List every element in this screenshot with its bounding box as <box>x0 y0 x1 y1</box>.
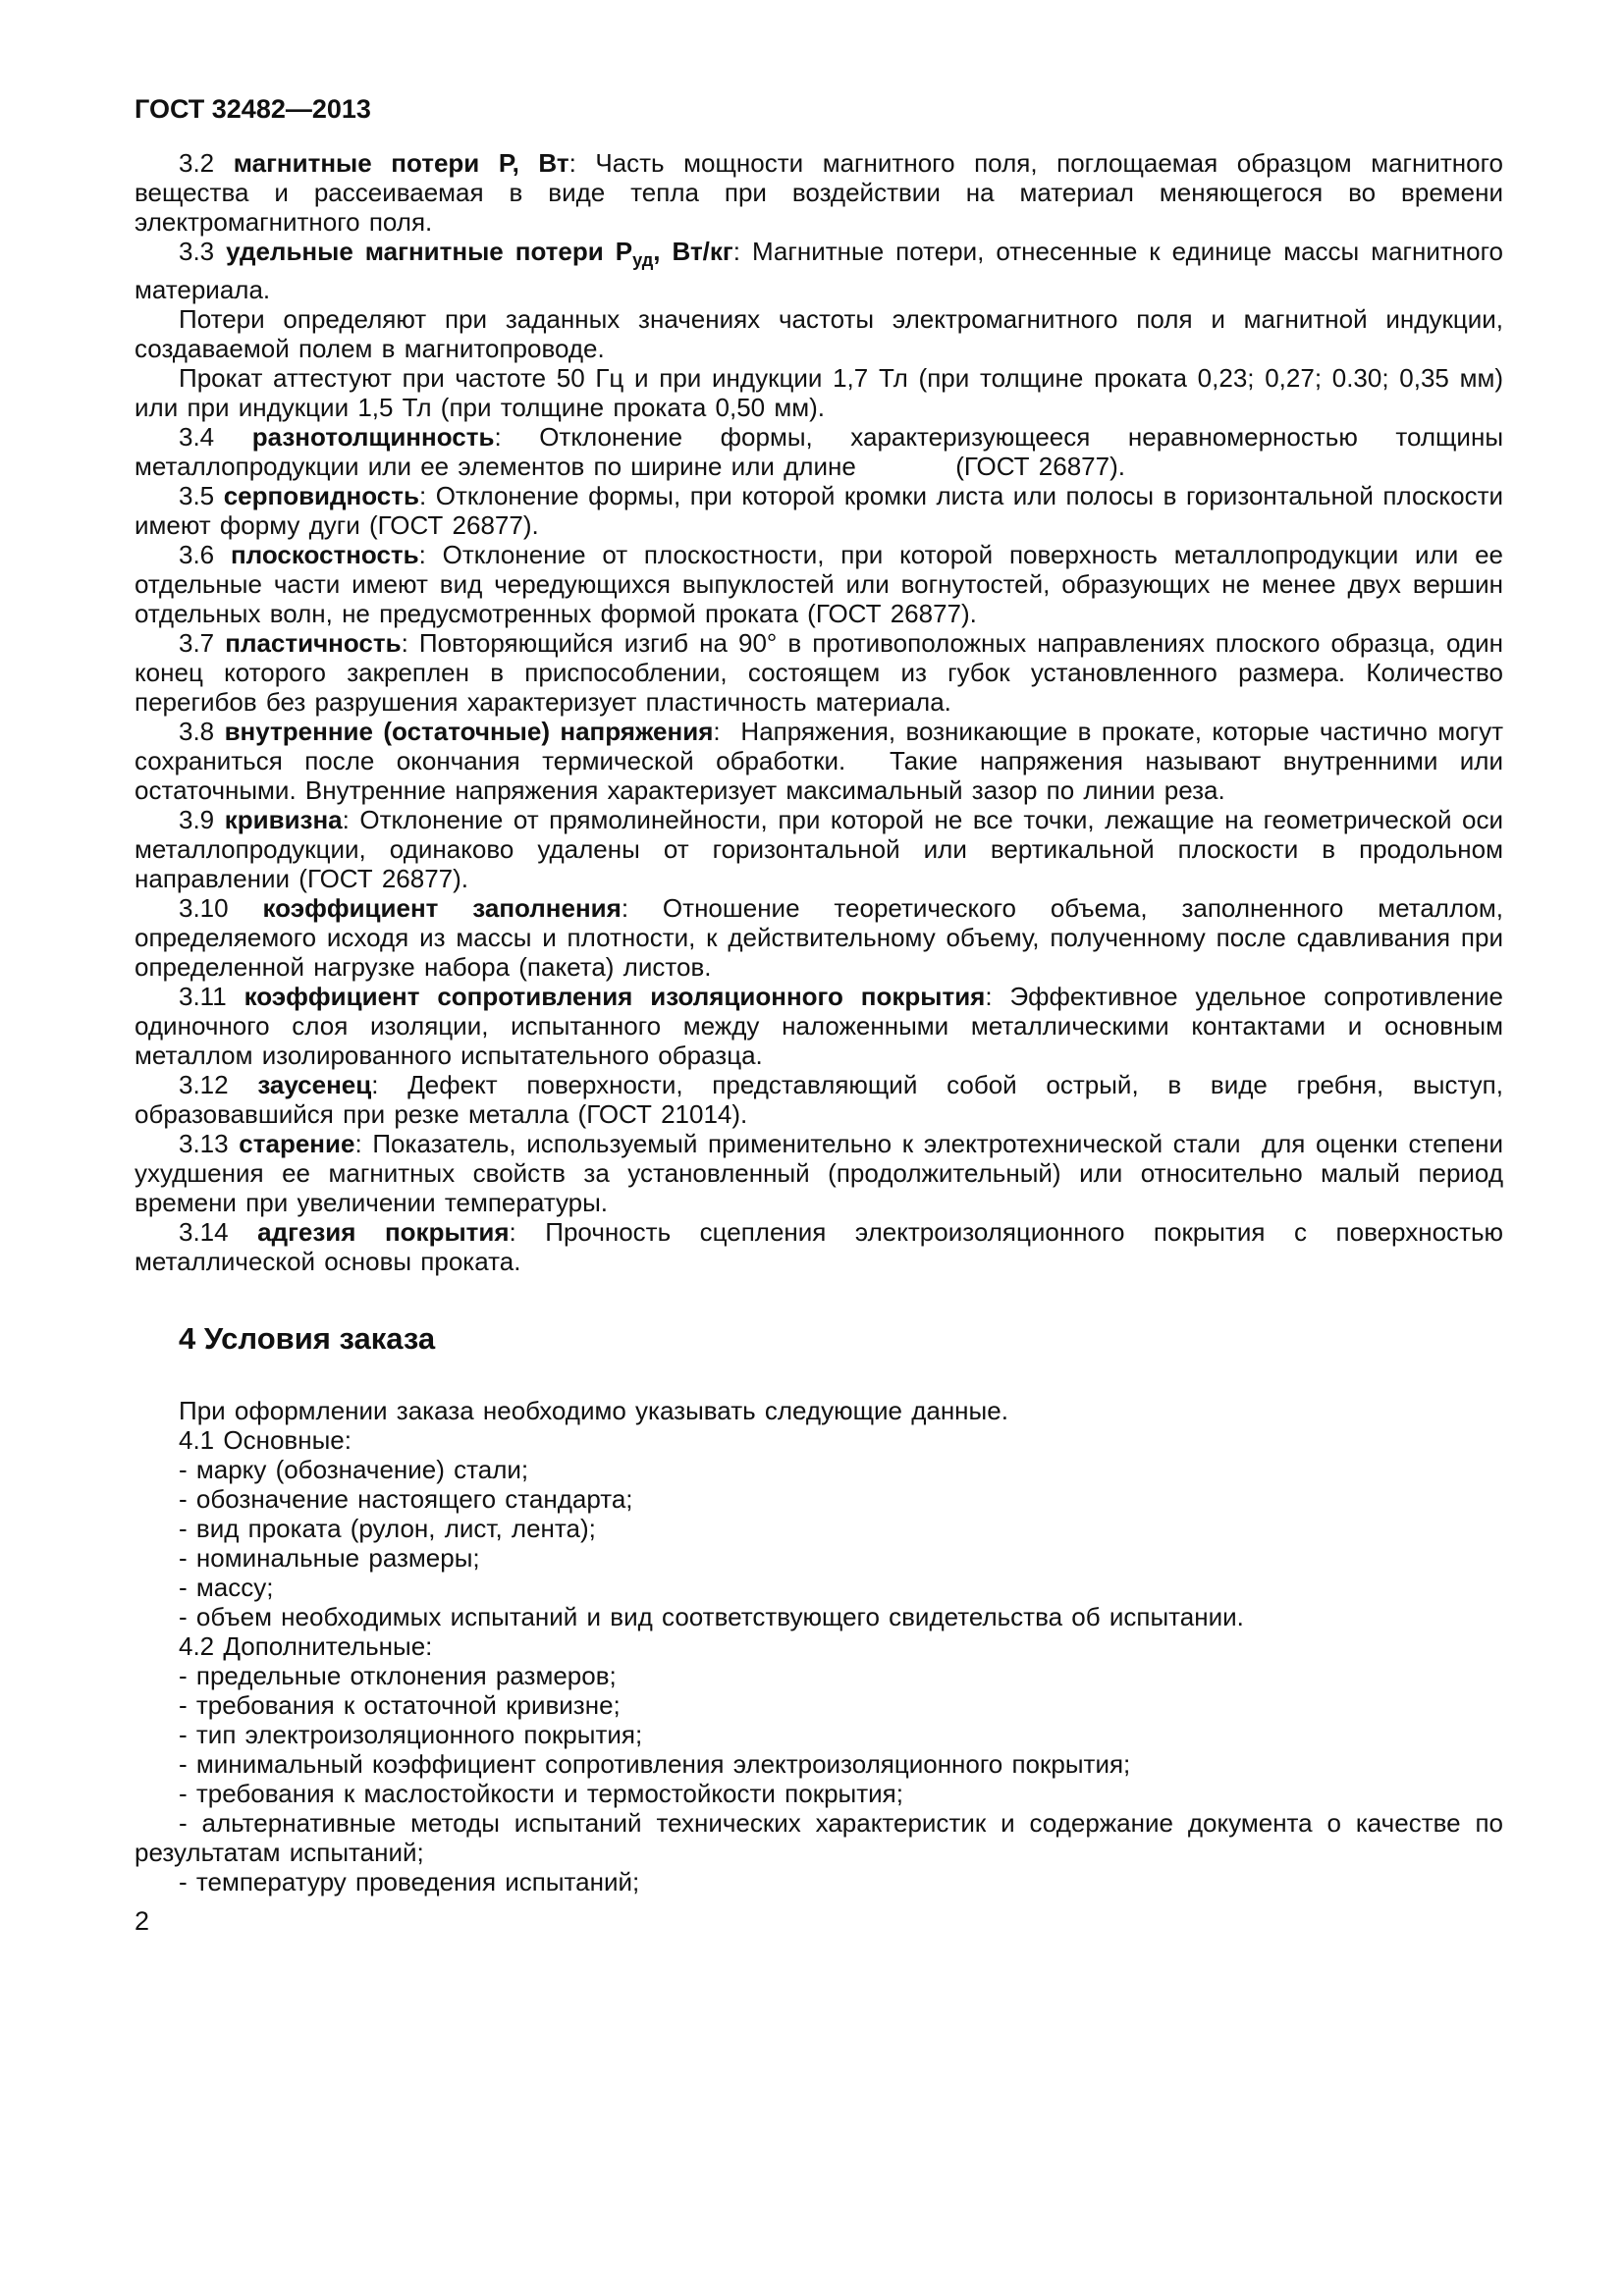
term-text: : Отклонение от плоскостности, при которой поверхность металлопродукции или ее отдельные части имеют вид чередующихся выпуклостей или вогнутостей, образующих не менее двух вершин отдельных волн, не предусмотренных формой проката (ГОСТ 26877). <box>135 540 1503 629</box>
page-content <box>135 94 1503 1896</box>
term-number: 3.11 <box>179 982 227 1012</box>
term-3-7 <box>135 628 1503 717</box>
section-heading: 4 Условия заказа <box>179 1321 436 1357</box>
term-label-subscript: уд <box>632 250 654 271</box>
term-text: : Магнитные потери, отнесенные к единице массы магнитного материала. <box>135 237 1503 305</box>
term-3-10 <box>135 893 1503 982</box>
body-paragraph <box>135 363 1503 422</box>
term-text: : Напряжения, возникающие в прокате, которые частично могут сохраниться после окончания термической обработки. Такие напряжения называют внутренними или остаточными. Внутренние напряжения характеризует максимальный зазор по линии реза. <box>135 717 1503 806</box>
term-label: пластичность <box>225 628 402 659</box>
term-text: : Прочность сцепления электроизоляционного покрытия с поверхностью металлической основы проката. <box>135 1217 1503 1277</box>
term-label: магнитные потери Р, Вт <box>233 148 569 178</box>
order-list-line: - альтернативные методы испытаний технических характеристик и содержание документа о качестве по результатам испытаний; <box>135 1808 1503 1868</box>
term-number: 3.13 <box>179 1129 229 1159</box>
term-3-8 <box>135 717 1503 805</box>
term-text: : Отклонение формы, характеризующееся неравномерностью толщины металлопродукции или ее элементов по ширине или длине (ГОСТ 26877). <box>135 422 1504 482</box>
term-number: 3.10 <box>179 893 229 924</box>
order-list-line: - предельные отклонения размеров; <box>179 1661 617 1691</box>
term-text: : Повторяющийся изгиб на 90° в противоположных направлениях плоского образца, один конец которого закреплен в приспособлении, состоящем из губок установленного размера. Количество перегибов без разрушения характеризует пластичность материала. <box>135 628 1503 718</box>
order-list-line: - температуру проведения испытаний; <box>179 1867 640 1897</box>
paragraph-text: Прокат аттестуют при частоте 50 Гц и при индукции 1,7 Тл (при толщине проката 0,23; 0,27; 0.30; 0,35 мм) или при индукции 1,5 Тл (при толщине проката 0,50 мм). <box>135 363 1503 423</box>
term-label: коэффициент заполнения <box>262 893 622 924</box>
term-label: адгезия покрытия <box>257 1217 510 1248</box>
term-number: 3.5 <box>179 481 215 511</box>
term-text: : Показатель, используемый применительно к электротехнической стали для оценки степени ухудшения ее магнитных свойств за установленный (продолжительный) или относительно малый период времени при увеличении температуры. <box>135 1129 1503 1218</box>
order-list-line: - марку (обозначение) стали; <box>179 1455 529 1485</box>
term-label: коэффициент сопротивления изоляционного покрытия <box>243 982 986 1012</box>
term-text: : Часть мощности магнитного поля, поглощаемая образцом магнитного вещества и рассеиваемая в виде тепла при воздействии на материал меняющегося во времени электромагнитного поля. <box>135 148 1503 237</box>
term-label: заусенец <box>257 1070 372 1100</box>
term-label <box>226 237 733 271</box>
order-list-line: - номинальные размеры; <box>179 1543 480 1574</box>
page-number: 2 <box>135 1906 150 1936</box>
term-text: : Отклонение от прямолинейности, при которой не все точки, лежащие на геометрической оси металлопродукции, одинаково удалены от горизонтальной или вертикальной плоскости в продольном направлении (ГОСТ 26877). <box>135 805 1503 894</box>
term-number: 3.9 <box>179 805 215 835</box>
order-list-line: 4.1 Основные: <box>179 1425 352 1456</box>
term-text: : Эффективное удельное сопротивление одиночного слоя изоляции, испытанного между наложенными металлическими контактами и основным металлом изолированного испытательного образца. <box>135 982 1504 1071</box>
term-3-6 <box>135 540 1503 628</box>
term-3-5 <box>135 481 1503 540</box>
order-list-line: 4.2 Дополнительные: <box>179 1631 433 1662</box>
term-number: 3.3 <box>179 237 215 266</box>
doc-number: ГОСТ 32482—2013 <box>135 94 371 124</box>
term-number: 3.12 <box>179 1070 229 1100</box>
term-label: плоскостность <box>230 540 419 570</box>
term-3-13 <box>135 1129 1503 1217</box>
order-list-line: - вид проката (рулон, лист, лента); <box>179 1514 596 1544</box>
order-list-line: - минимальный коэффициент сопротивления электроизоляционного покрытия; <box>179 1749 1131 1780</box>
term-3-2 <box>135 148 1503 237</box>
order-list-line: - тип электроизоляционного покрытия; <box>179 1720 643 1750</box>
term-3-14 <box>135 1217 1503 1276</box>
term-3-11 <box>135 982 1503 1070</box>
term-number: 3.2 <box>179 148 215 178</box>
term-label-main: удельные магнитные потери Р <box>226 237 633 266</box>
order-list-line: - обозначение настоящего стандарта; <box>179 1484 633 1515</box>
order-intro-paragraph <box>135 1396 1503 1425</box>
term-3-4 <box>135 422 1503 481</box>
term-text: : Дефект поверхности, представляющий собой острый, в виде гребня, выступ, образовавшийся при резке металла (ГОСТ 21014). <box>135 1070 1503 1130</box>
term-number: 3.7 <box>179 628 215 659</box>
term-3-9 <box>135 805 1503 893</box>
term-3-3 <box>135 237 1503 304</box>
term-label: кривизна <box>224 805 343 835</box>
term-label: внутренние (остаточные) напряжения <box>224 717 714 747</box>
term-3-12 <box>135 1070 1503 1129</box>
term-label: старение <box>239 1129 355 1159</box>
term-number: 3.8 <box>179 717 215 747</box>
term-text: : Отклонение формы, при которой кромки листа или полосы в горизонтальной плоскости имеют форму дуги (ГОСТ 26877). <box>135 481 1503 541</box>
term-label: разнотолщинность <box>251 422 495 453</box>
term-number: 3.6 <box>179 540 215 570</box>
body-paragraph <box>135 304 1503 363</box>
term-label: серповидность <box>223 481 419 511</box>
term-text: : Отношение теоретического объема, заполненного металлом, определяемого исходя из массы и плотности, к действительному объему, полученному после сдавливания при определенной нагрузке набора (пакета) листов. <box>135 893 1503 983</box>
term-number: 3.14 <box>179 1217 229 1248</box>
order-list-line: - требования к маслостойкости и термостойкости покрытия; <box>179 1779 903 1809</box>
paragraph-text: При оформлении заказа необходимо указывать следующие данные. <box>179 1396 1008 1426</box>
order-list-line: - массу; <box>179 1573 274 1603</box>
term-label-tail: , Вт/кг <box>653 237 733 266</box>
order-list-line: - требования к остаточной кривизне; <box>179 1690 621 1721</box>
paragraph-text: Потери определяют при заданных значениях частоты электромагнитного поля и магнитной индукции, создаваемой полем в магнитопроводе. <box>135 304 1503 364</box>
order-list-line: - объем необходимых испытаний и вид соответствующего свидетельства об испытании. <box>179 1602 1244 1632</box>
term-number: 3.4 <box>179 422 215 453</box>
